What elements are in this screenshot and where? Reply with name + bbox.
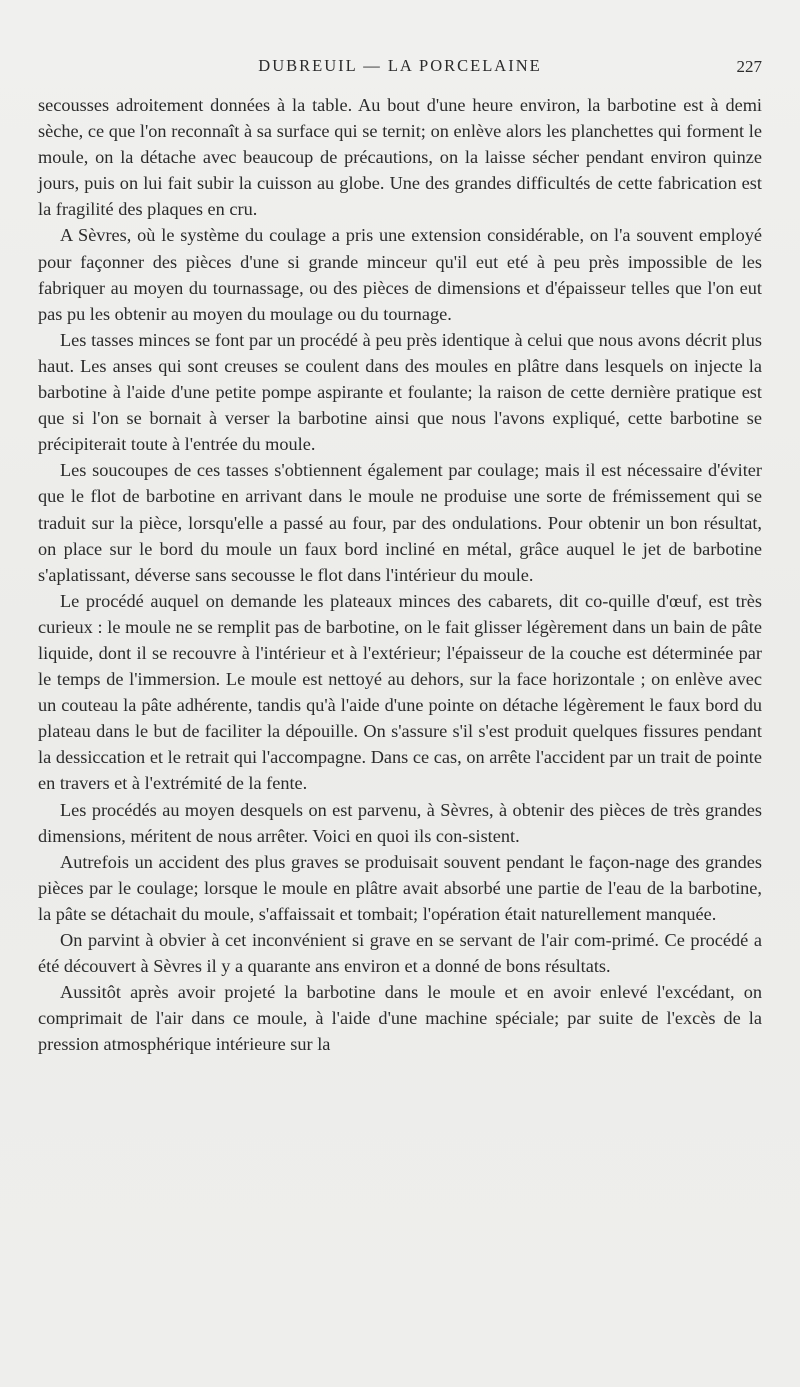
body-text	[38, 92, 762, 1057]
running-head	[38, 56, 762, 80]
page-number: 227	[736, 57, 762, 76]
paragraph-continued: secousses adroitement données à la table. Au bout d'une heure environ, la barbotine est à demi sèche, ce que l'on reconnaît à sa surface qui se ternit; on enlève alors les planchettes qui forment le moule, on la détache avec beaucoup de précautions, on la laisse sécher pendant environ quinze jours, puis on lui fait subir la cuisson au globe. Une des grandes difficultés de cette fabrication est la fragilité des plaques en cru.	[38, 95, 762, 220]
paragraph-grandes-pieces: Les procédés au moyen desquels on est parvenu, à Sèvres, à obtenir des pièces de très grandes dimensions, méritent de nous arrêter. Voici en quoi ils con-sistent.	[38, 799, 762, 846]
paragraph-aussitot: Aussitôt après avoir projeté la barbotine dans le moule et en avoir enlevé l'excédant, on comprimait de l'air dans ce moule, à l'aide d'une machine spéciale; par suite de l'excès de la pression atmosphérique intérieure sur la	[38, 982, 762, 1055]
running-title: DUBREUIL — LA PORCELAINE	[258, 56, 542, 75]
paragraph-air-comprime: On parvint à obvier à cet inconvénient si grave en se servant de l'air com-primé. Ce procédé a été découvert à Sèvres il y a quarante ans environ et a donné de bons résultats.	[38, 930, 762, 977]
paragraph-sevres-coulage: A Sèvres, où le système du coulage a pris une extension considérable, on l'a souvent employé pour façonner des pièces d'une si grande minceur qu'il eut eté à peu près impossible de les fabriquer au moyen du tournassage, ou des pièces de dimensions et d'épaisseur telles que l'on eut pas pu les obtenir au moyen du moulage ou du tournage.	[38, 225, 762, 324]
paragraph-coquille-oeuf: Le procédé auquel on demande les plateaux minces des cabarets, dit co-quille d'œuf, est très curieux : le moule ne se remplit pas de barbotine, on le fait glisser légèrement dans un bain de pâte liquide, dont il se recouvre à l'intérieur et à l'extérieur; l'épaisseur de la couche est déterminée par le temps de l'immersion. Le moule est nettoyé au dehors, sur la face horizontale ; on enlève avec un couteau la pâte adhérente, tandis qu'à l'aide d'une pointe on détache légèrement le faux bord du plateau dans le but de faciliter la dépouille. On s'assure s'il s'est produit quelques fissures pendant la dessiccation et le retrait qui l'accompagne. Dans ce cas, on arrête l'accident par un trait de pointe en travers et à l'extrémité de la fente.	[38, 590, 762, 794]
paragraph-soucoupes: Les soucoupes de ces tasses s'obtiennent également par coulage; mais il est nécessaire d'éviter que le flot de barbotine en arrivant dans le moule ne produise une sorte de frémissement qui se traduit sur la pièce, lorsqu'elle a passé au four, par des ondulations. Pour obtenir un bon résultat, on place sur le bord du moule un faux bord incliné en métal, grâce auquel le jet de barbotine s'aplatissant, déverse sans secousse le flot dans l'intérieur du moule.	[38, 460, 762, 585]
paragraph-tasses-minces: Les tasses minces se font par un procédé à peu près identique à celui que nous avons décrit plus haut. Les anses qui sont creuses se coulent dans des moules en plâtre dans lesquels on injecte la barbotine à l'aide d'une petite pompe aspirante et foulante; la raison de cette dernière pratique est que si l'on se bornait à verser la barbotine ainsi que nous l'avons expliqué, cette barbotine se précipiterait toute à l'entrée du moule.	[38, 329, 762, 455]
paragraph-autrefois: Autrefois un accident des plus graves se produisait souvent pendant le façon-nage des grandes pièces par le coulage; lorsque le moule en plâtre avait absorbé une partie de l'eau de la barbotine, la pâte se détachait du moule, s'affaissait et tombait; l'opération était naturellement manquée.	[38, 851, 762, 924]
